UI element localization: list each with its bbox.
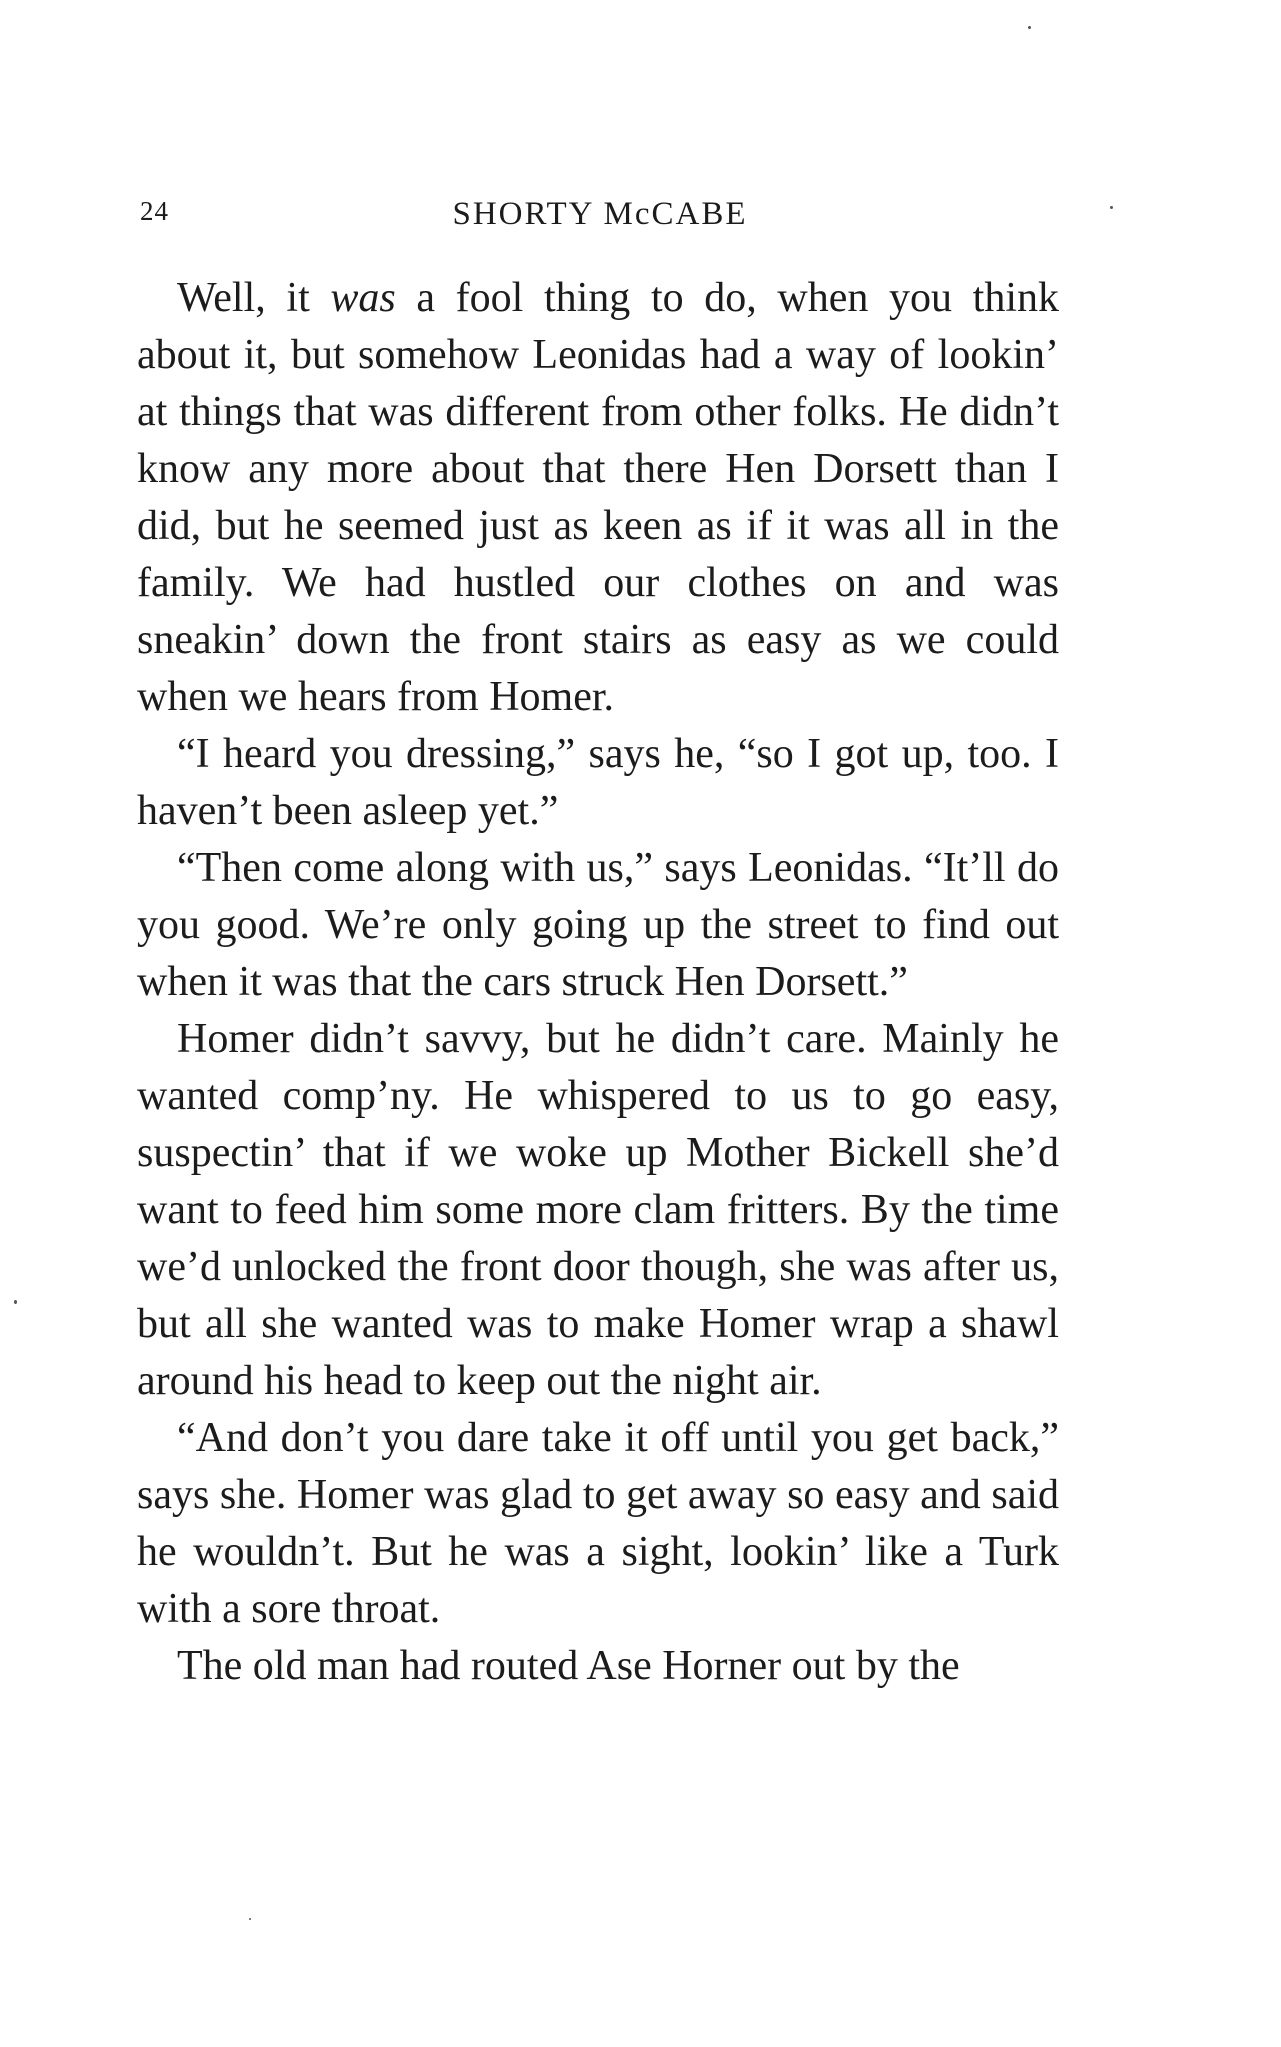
emphasized-word: was: [330, 275, 396, 321]
paragraph-2: “I heard you dressing,” says he, “so I got up, too. I haven’t been asleep yet.”: [137, 731, 1059, 834]
paragraph-1: [137, 270, 1059, 726]
paragraph-1-start: Well, it: [177, 275, 331, 321]
running-title: SHORTY McCABE: [452, 196, 748, 232]
paragraph-6: The old man had routed Ase Horner out by the: [177, 1643, 960, 1689]
paragraph-1-rest: a fool thing to do, when you think about it, but somehow Leonidas had a way of lookin’ at things that was different from other folks. He didn’t know any more about that there Hen Dorsett than I did, but he seemed just as keen as if it was all in the family. We had hustled our clothes on and was sneakin’ down the front stairs as easy as we could when we hears from Homer.: [137, 275, 1059, 720]
paragraph-5: “And don’t you dare take it off until you get back,” says she. Homer was glad to get away so easy and said he wouldn’t. But he was a sight, lookin’ like a Turk with a sore throat.: [137, 1415, 1059, 1632]
scan-speck: [249, 1918, 251, 1920]
scan-speck: [1110, 206, 1113, 209]
body-text: [137, 270, 1059, 1695]
paragraph-3: “Then come along with us,” says Leonidas. “It’ll do you good. We’re only going up the street to find out when it was that the cars struck Hen Dorsett.”: [137, 845, 1059, 1005]
page-number: 24: [140, 196, 169, 226]
scan-speck: [14, 1300, 17, 1304]
scan-speck: [1028, 26, 1031, 29]
paragraph-4: Homer didn’t savvy, but he didn’t care. Mainly he wanted comp’ny. He whispered to us to go easy, suspectin’ that if we woke up Mother Bickell she’d want to feed him some more clam fritters. By the time we’d unlocked the front door though, she was after us, but all she wanted was to make Homer wrap a shawl around his head to keep out the night air.: [137, 1016, 1059, 1404]
page-header: [140, 196, 1060, 240]
